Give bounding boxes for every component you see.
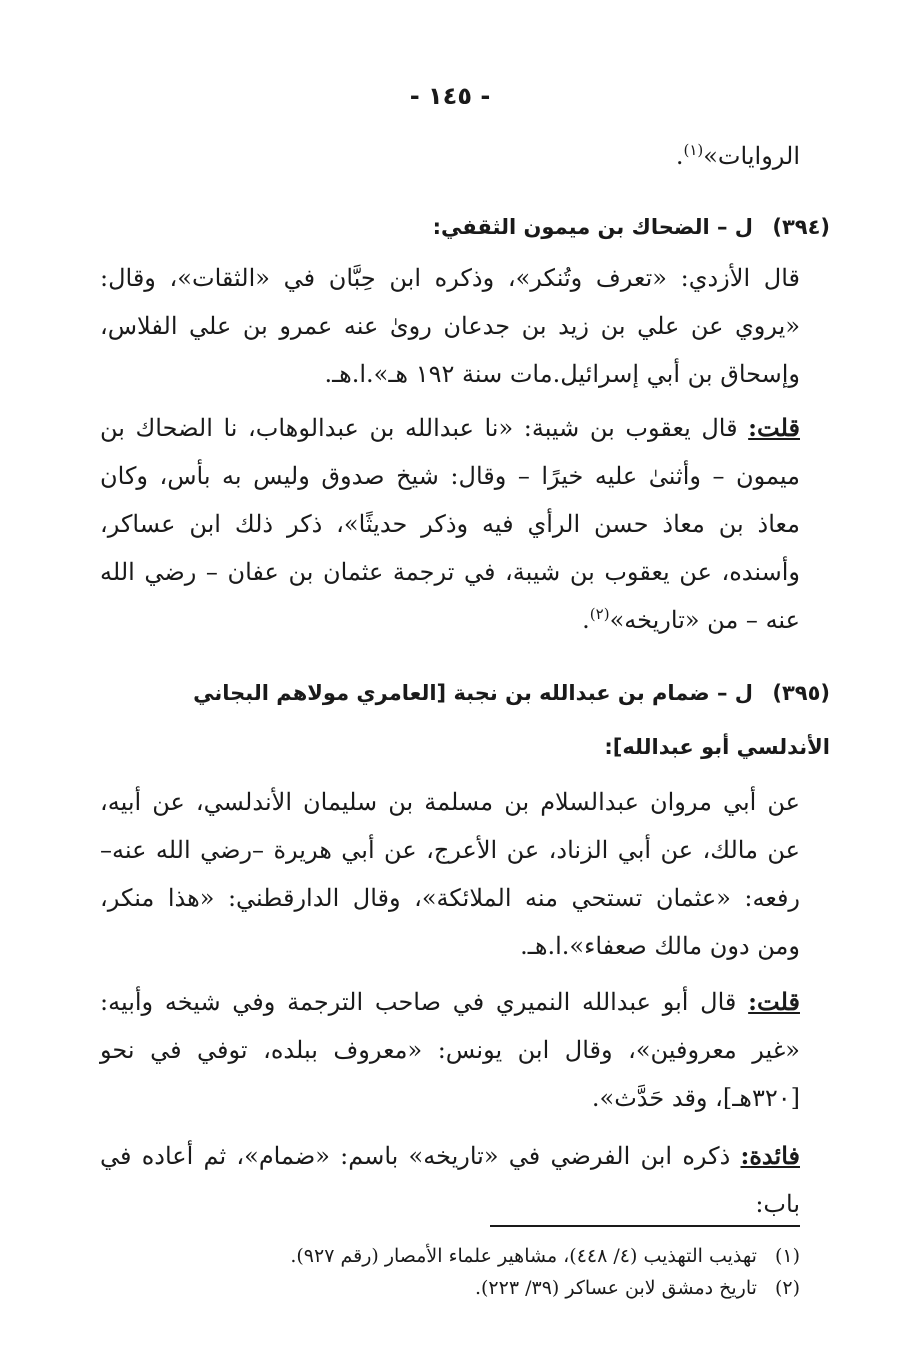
entry-394-title: ل – الضحاك بن ميمون الثقفي: <box>432 215 754 239</box>
entry-394-paragraph-1: قال الأزدي: «تعرف وتُنكر»، وذكره ابن حِبَّان في «الثقات»، وقال: «يروي عن علي بن زيد بن جدعان روىٰ عنه عمرو بن علي الفلاس، وإسحاق بن أبي إسرائيل.مات سنة ١٩٢ هـ».ا.هـ. <box>100 264 801 388</box>
entry-395-heading <box>100 666 830 774</box>
benefit-lead: فائدة: <box>740 1141 800 1170</box>
footnotes <box>100 1240 800 1304</box>
footnote-text: تهذيب التهذيب (٤/ ٤٤٨)، مشاهير علماء الأمصار (رقم ٩٢٧). <box>290 1245 757 1267</box>
footnote-number: (٢) <box>774 1277 800 1299</box>
footnote-text: تاريخ دمشق لابن عساكر (٣٩/ ٢٢٣). <box>474 1277 757 1299</box>
intro-text: الروايات» <box>703 142 800 170</box>
footnote-number: (١) <box>774 1245 800 1267</box>
footnote-2 <box>100 1272 800 1304</box>
entry-394-number: (٣٩٤) <box>772 215 830 239</box>
entry-394-paragraph-2: قلت: قال يعقوب بن شيبة: «نا عبدالله بن عبدالوهاب، نا الضحاك بن ميمون – وأثنىٰ عليه خيرًا – وقال: شيخ صدوق وليس به بأس، وكان معاذ بن معاذ حسن الرأي فيه وذكر حديثًا»، ذكر ذلك ابن عساكر، وأسنده، عن يعقوب بن شيبة، في ترجمة عثمان بن عفان – رضي الله عنه – من «تاريخه»$^{(٢)}$. <box>100 413 800 634</box>
page-number: - ١٤٥ - <box>409 82 491 110</box>
footnote-separator <box>490 1225 800 1227</box>
entry-395-title: ل – ضمام بن عبدالله بن نجبة [العامري مولاهم البجاني الأندلسي أبو عبدالله]: <box>193 681 830 759</box>
entry-395-number: (٣٩٥) <box>772 681 830 705</box>
note-text: قال يعقوب بن شيبة: «نا عبدالله بن عبدالوهاب، نا الضحاك بن ميمون – وأثنىٰ عليه خيرًا – وقال: شيخ صدوق وليس به بأس، وكان معاذ بن معاذ حسن الرأي فيه وذكر حديثًا»، ذكر ذلك ابن عساكر، وأسنده، عن يعقوب بن شيبة، في ترجمة عثمان بن عفان – رضي الله عنه – من «تاريخه» <box>100 414 800 634</box>
entry-395-paragraph-3 <box>100 1132 800 1228</box>
entry-394-heading <box>100 200 830 254</box>
note-lead: قلت: <box>748 987 800 1016</box>
entry-395-paragraph-2 <box>100 978 800 1122</box>
benefit-text: ذكره ابن الفرضي في «تاريخه» باسم: «ضمام»، ثم أعاده في باب: <box>100 1142 800 1218</box>
footnote-ref-2: (٢) <box>589 605 610 623</box>
note-lead: قلت: <box>748 413 800 442</box>
intro-line: الروايات»$^{(١)}$. <box>675 141 800 170</box>
footnote-ref-1: (١) <box>683 141 704 159</box>
entry-395-paragraph-1: عن أبي مروان عبدالسلام بن مسلمة بن سليمان الأندلسي، عن أبيه، عن مالك، عن أبي الزناد، عن الأعرج، عن أبي هريرة –رضي الله عنه– رفعه: «عثمان تستحي منه الملائكة»، وقال الدارقطني: «هذا منكر، ومن دون مالك صعفاء».ا.هـ. <box>100 788 800 960</box>
footnote-1 <box>100 1240 800 1272</box>
note-text: قال أبو عبدالله النميري في صاحب الترجمة وفي شيخه وأبيه: «غير معروفين»، وقال ابن يونس: «معروف ببلده، توفي في نحو [٣٢٠هـ]، وقد حَدَّث». <box>100 988 800 1112</box>
